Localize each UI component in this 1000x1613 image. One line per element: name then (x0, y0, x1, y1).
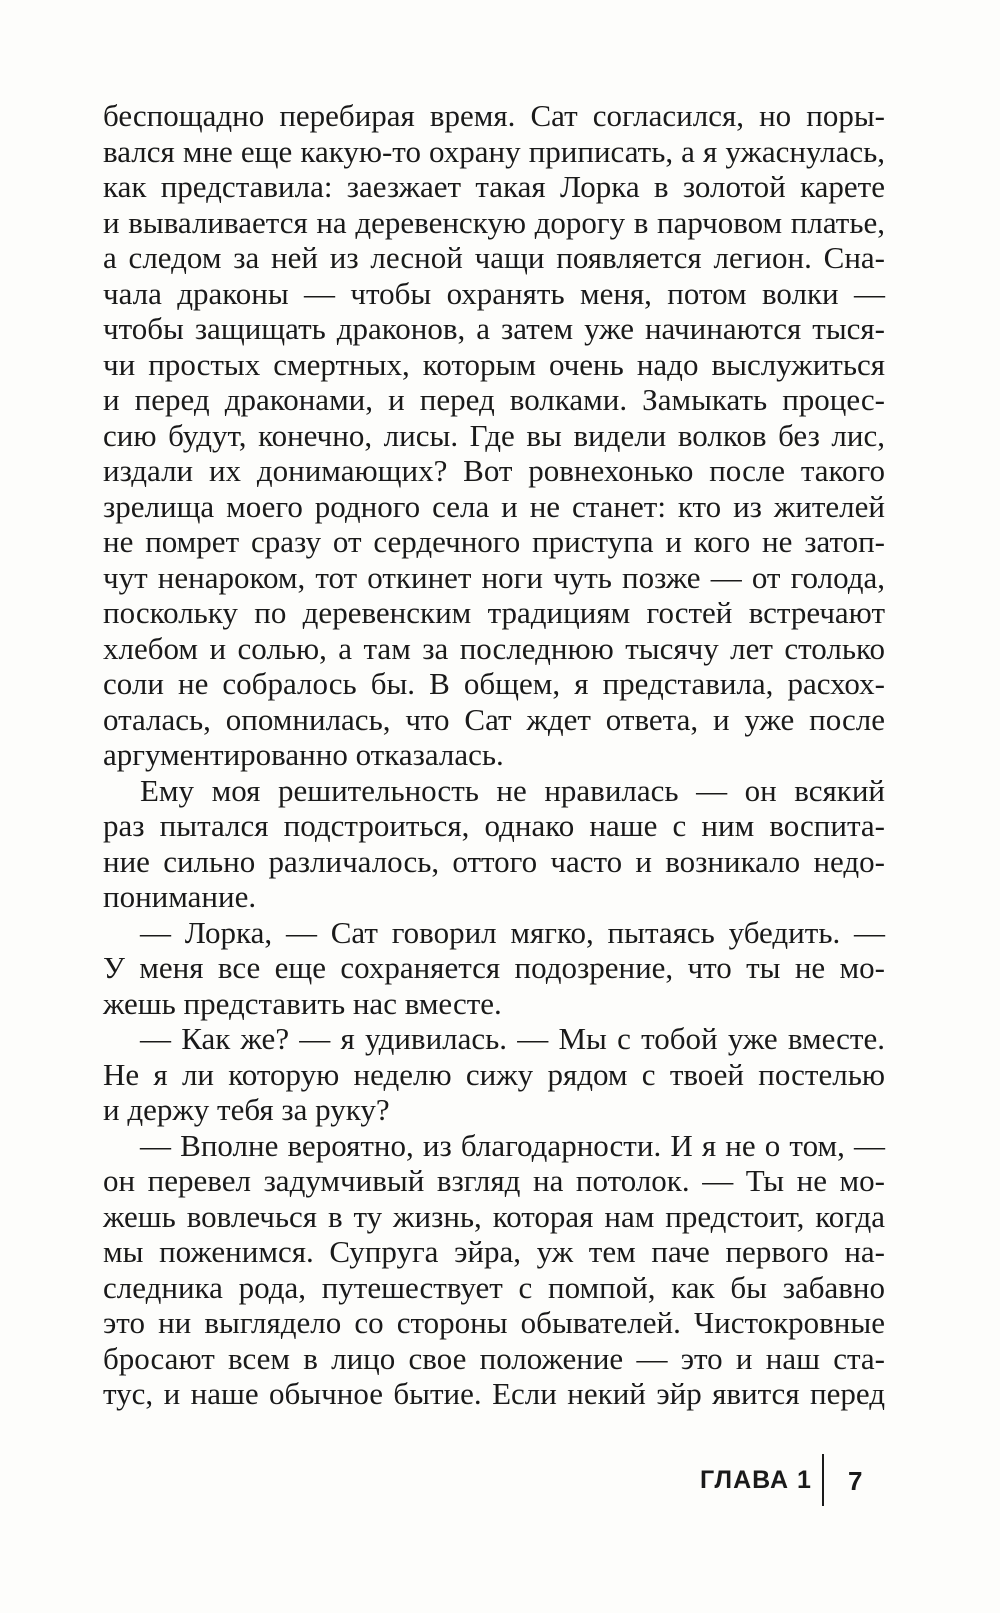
body-text (103, 98, 885, 1412)
text-line: сию будут, конечно, лисы. Где вы видели волков без лис, (103, 417, 885, 453)
text-line: ние сильно различалось, оттого часто и возникало недо- (103, 843, 885, 879)
running-head: ГЛАВА 1 (700, 1466, 812, 1494)
text-line: вался мне еще какую-то охрану приписать, а я ужаснулась, (103, 133, 885, 169)
text-line: как представила: заезжает такая Лорка в золотой карете (103, 169, 885, 204)
text-line: жешь представить нас вместе. (103, 985, 502, 1021)
text-line: чут ненароком, тот откинет ноги чуть позже — от голода, (103, 559, 885, 595)
text-line: бросают всем в лицо свое положение — это и наш ста- (103, 1340, 885, 1376)
text-line: — Как же? — я удивилась. — Мы с тобой уже вместе. (140, 1021, 885, 1056)
text-line: Не я ли которую неделю сижу рядом с твоей постелью (103, 1056, 885, 1092)
text-line: — Вполне вероятно, из благодарности. И я не о том, — (140, 1127, 885, 1163)
text-line: мы поженимся. Супруга эйра, уж тем паче первого на- (103, 1234, 885, 1269)
text-line: тус, и наше обычное бытие. Если некий эйр явится перед (103, 1376, 885, 1411)
footer-divider (822, 1454, 824, 1506)
text-line: чи простых смертных, которым очень надо выслужиться (103, 346, 885, 382)
text-line: поскольку по деревенским традициям гостей встречают (103, 595, 885, 630)
text-line: и держу тебя за руку? (103, 1092, 390, 1127)
text-line: чала драконы — чтобы охранять меня, потом волки — (103, 275, 885, 311)
page-number: 7 (848, 1466, 863, 1496)
text-line: Ему моя решительность не нравилась — он всякий (140, 772, 885, 808)
text-line: У меня все еще сохраняется подозрение, что ты не мо- (103, 950, 885, 985)
text-line: а следом за ней из лесной чащи появляется легион. Сна- (103, 240, 885, 275)
text-line: раз пытался подстроиться, однако наше с ним воспита- (103, 808, 885, 843)
text-line: и вываливается на деревенскую дорогу в парчовом платье, (103, 204, 885, 240)
text-line: это ни выглядело со стороны обывателей. Чистокровные (103, 1305, 885, 1340)
text-line: аргументированно отказалась. (103, 737, 504, 772)
text-line: хлебом и солью, а там за последнюю тысячу лет столько (103, 630, 885, 666)
text-line: не помрет сразу от сердечного приступа и кого не затоп- (103, 524, 885, 559)
text-line: следника рода, путешествует с помпой, как бы забавно (103, 1269, 885, 1305)
text-line: жешь вовлечься в ту жизнь, которая нам предстоит, когда (103, 1198, 885, 1234)
text-line: он перевел задумчивый взгляд на потолок. — Ты не мо- (103, 1163, 885, 1198)
text-line: зрелища моего родного села и не станет: кто из жителей (103, 488, 885, 524)
text-line: и перед драконами, и перед волками. Замыкать процес- (103, 382, 885, 417)
text-line: чтобы защищать драконов, а затем уже начинаются тыся- (103, 311, 885, 346)
text-line: — Лорка, — Сат говорил мягко, пытаясь убедить. — (140, 914, 885, 950)
text-line: оталась, опомнилась, что Сат ждет ответа, и уже после (103, 701, 885, 737)
text-line: соли не собралось бы. В общем, я представила, расхох- (103, 666, 885, 701)
page-footer (700, 1454, 880, 1504)
text-line: издали их донимающих? Вот ровнехонько после такого (103, 453, 885, 488)
text-line: беспощадно перебирая время. Сат согласился, но поры- (103, 98, 885, 133)
text-line: понимание. (103, 879, 257, 914)
